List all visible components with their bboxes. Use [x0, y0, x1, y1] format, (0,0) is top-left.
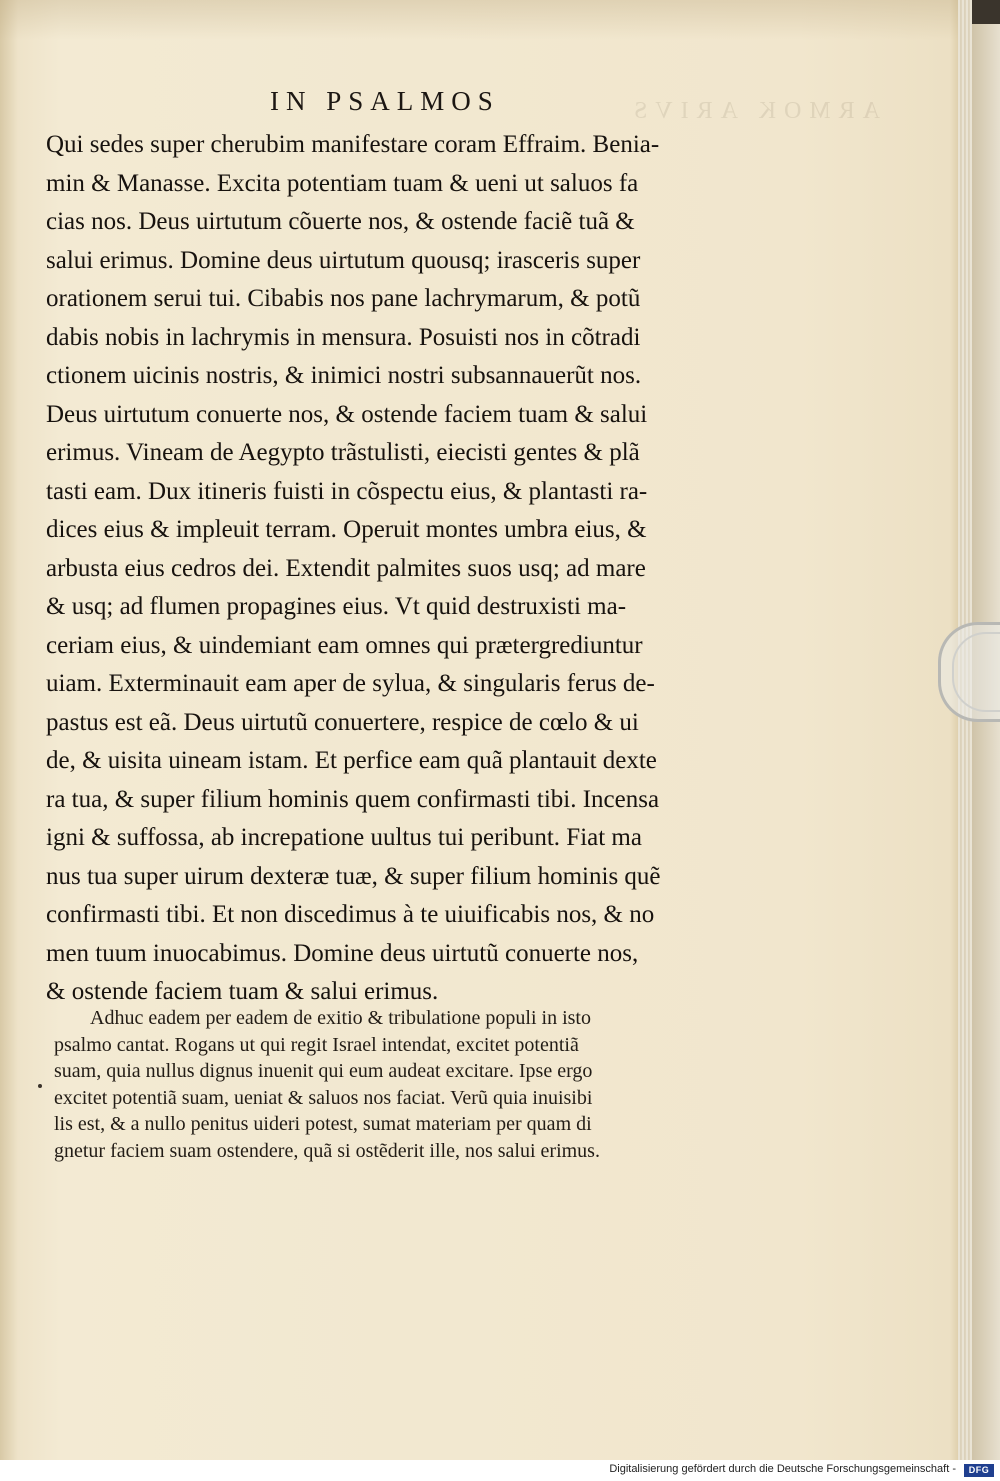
psalm-text [46, 126, 766, 1012]
text-line: dabis nobis in lachrymis in mensura. Posuisti nos in cõtradi [46, 323, 641, 351]
text-line: de, & uisita uineam istam. Et perfice eam quã plantauit dexte [46, 747, 657, 774]
commentary-line: lis est, & a nullo penitus uideri potest, sumat materiam per quam di [54, 1113, 592, 1136]
page-edges [958, 0, 972, 1460]
text-line: uiam. Exterminauit eam aper de sylua, & singularis ferus de- [46, 670, 655, 697]
text-line: orationem serui tui. Cibabis nos pane lachrymarum, & potũ [46, 285, 641, 312]
text-line: igni & suffossa, ab increpatione uultus tui peribunt. Fiat ma [46, 824, 642, 851]
funding-notice: Digitalisierung gefördert durch die Deutsche Forschungsgemeinschaft - [609, 1463, 956, 1475]
show-through-text: ARMOK ARIVS [625, 98, 880, 124]
text-line: ra tua, & super filium hominis quem confirmasti tibi. Incensa [46, 785, 660, 813]
page-shading [0, 0, 962, 40]
commentary-line: psalmo cantat. Rogans ut qui regit Israel intendat, excitet potentiã [54, 1033, 579, 1056]
bookmark-clip-inner [952, 632, 1000, 712]
dfg-logo: DFG [964, 1464, 994, 1477]
commentary-line: Adhuc eadem per eadem de exitio & tribulatione populi in isto [90, 1007, 591, 1029]
commentary-line: gnetur faciem suam ostendere, quã si ostẽderit ille, nos salui erimus. [54, 1139, 600, 1162]
text-line: Deus uirtutum conuerte nos, & ostende faciem tuam & salui [46, 400, 648, 428]
text-line: min & Manasse. Excita potentiam tuam & ueni ut saluos fa [46, 169, 639, 197]
text-line: salui erimus. Domine deus uirtutum quousq; irasceris super [46, 246, 641, 274]
commentary-line: suam, quia nullus dignus inuenit qui eum audeat excitare. Ipse ergo [54, 1060, 593, 1083]
text-line: confirmasti tibi. Et non discedimus à te uiuificabis nos, & no [46, 901, 655, 928]
text-line: cias nos. Deus uirtutum cõuerte nos, & ostende faciẽ tuã & [46, 208, 635, 235]
margin-mark [38, 1084, 42, 1088]
text-line: men tuum inuocabimus. Domine deus uirtutũ conuerte nos, [46, 939, 639, 967]
running-head: IN PSALMOS [270, 86, 500, 116]
text-line: Qui sedes super cherubim manifestare coram Effraim. Benia- [46, 131, 660, 158]
footer-bar [0, 1460, 1000, 1481]
text-line: ceriam eius, & uindemiant eam omnes qui prætergrediuntur [46, 631, 643, 659]
text-line: tasti eam. Dux itineris fuisti in cõspectu eius, & plantasti ra- [46, 477, 648, 505]
text-line: dices eius & impleuit terram. Operuit montes umbra eius, & [46, 516, 647, 543]
text-line: nus tua super uirum dexteræ tuæ, & super filium hominis quẽ [46, 862, 661, 890]
text-line: pastus est eã. Deus uirtutũ conuertere, respice de cœlo & ui [46, 708, 639, 736]
text-line: & ostende faciem tuam & salui erimus. [46, 978, 439, 1005]
commentary-text [54, 1005, 759, 1165]
text-line: erimus. Vineam de Aegypto trãstulisti, eiecisti gentes & plã [46, 439, 640, 466]
commentary-line: excitet potentiã suam, ueniat & saluos nos faciat. Verũ quia inuisibi [54, 1086, 593, 1109]
text-line: & usq; ad flumen propagines eius. Vt quid destruxisti ma- [46, 593, 627, 620]
text-line: arbusta eius cedros dei. Extendit palmites suos usq; ad mare [46, 554, 646, 582]
text-line: ctionem uicinis nostris, & inimici nostri subsannauerũt nos. [46, 362, 642, 389]
